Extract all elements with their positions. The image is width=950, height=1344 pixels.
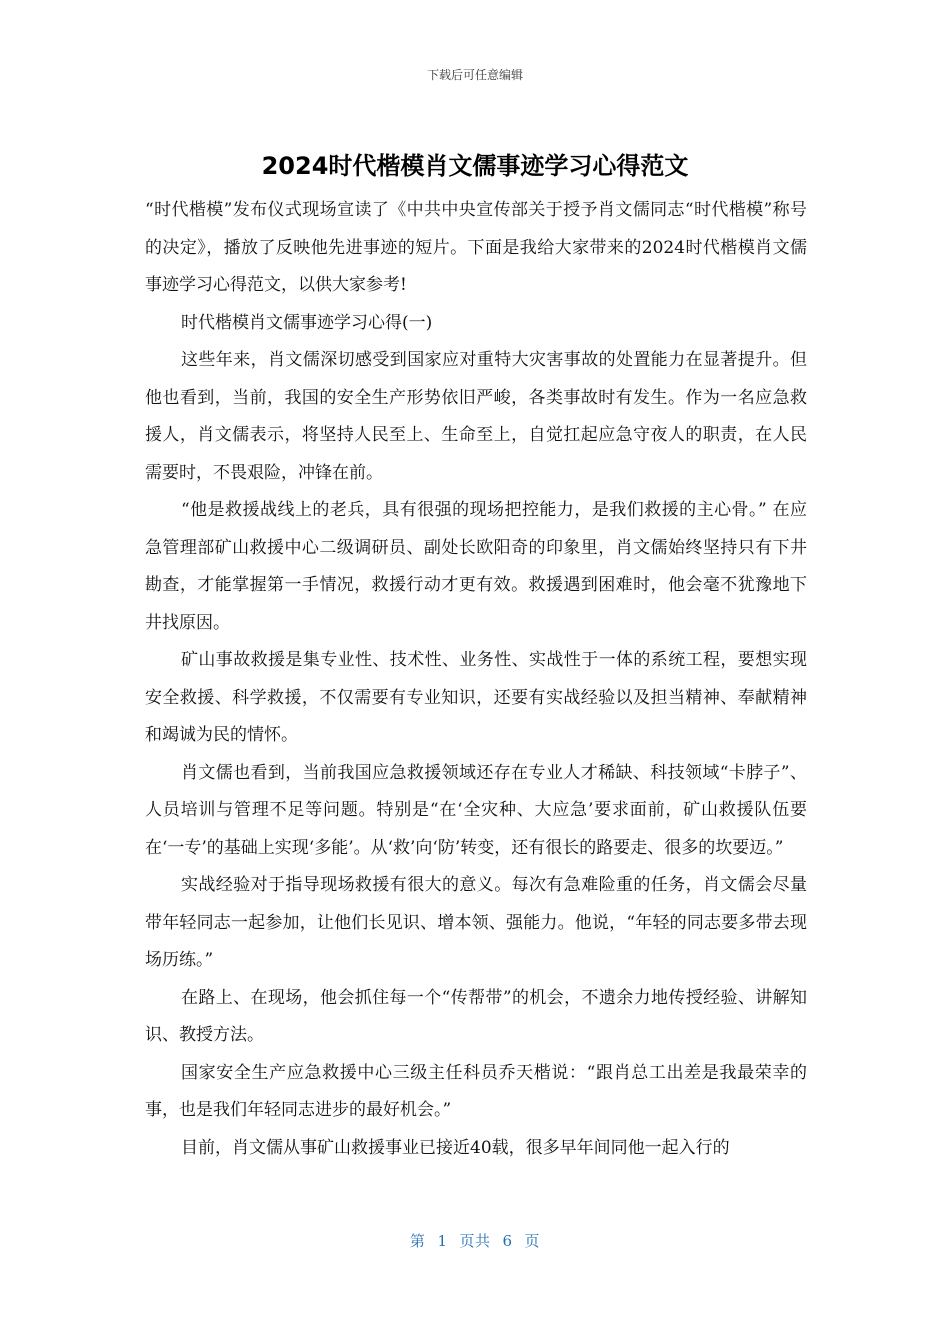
- body-paragraph: 肖文儒也看到，当前我国应急救援领域还存在专业人才稀缺、科技领域“卡脖子”、人员培训与管理不足等问题。特别是“在‘全灾种、大应急’要求面前，矿山救援队伍要在‘一专’的基础上实现‘多能’。从‘救’向‘防’转变，还有很长的路要走、很多的坎要迈。”: [145, 762, 807, 858]
- body-paragraph: 在路上、在现场，他会抓住每一个“传帮带”的机会，不遗余力地传授经验、讲解知识、教授方法。: [145, 987, 807, 1045]
- document-body: [145, 192, 807, 1167]
- body-paragraph: “他是救援战线上的老兵，具有很强的现场把控能力，是我们救援的主心骨。” 在应急管理部矿山救援中心二级调研员、副处长欧阳奇的印象里，肖文儒始终坚持只有下井勘查，才能掌握第一手情况，救援行动才更有效。救援遇到困难时，他会毫不犹豫地下井找原因。: [145, 500, 807, 633]
- current-page: 1: [437, 1232, 448, 1250]
- section-heading: 时代楷模肖文儒事迹学习心得(一): [181, 312, 433, 333]
- header-note: 下载后可任意编辑: [426, 68, 523, 82]
- body-paragraph: 实战经验对于指导现场救援有很大的意义。每次有急难险重的任务，肖文儒会尽量带年轻同志一起参加，让他们长见识、增本领、强能力。他说，“年轻的同志要多带去现场历练。”: [145, 875, 807, 970]
- page-middle: 页共: [459, 1232, 491, 1250]
- page-number: [0, 1230, 950, 1251]
- page-prefix: 第: [409, 1232, 426, 1250]
- total-pages: 6: [502, 1232, 513, 1250]
- body-paragraph: 矿山事故救援是集专业性、技术性、业务性、实战性于一体的系统工程，要想实现安全救援、科学救援，不仅需要有专业知识，还要有实战经验以及担当精神、奉献精神和竭诚为民的情怀。: [145, 650, 807, 745]
- body-paragraph: 这些年来，肖文儒深切感受到国家应对重特大灾害事故的处置能力在显著提升。但他也看到，当前，我国的安全生产形势依旧严峻，各类事故时有发生。作为一名应急救援人，肖文儒表示，将坚持人民至上、生命至上，自觉扛起应急守夜人的职责，在人民需要时，不畏艰险，冲锋在前。: [145, 350, 807, 483]
- intro-paragraph: “时代楷模”发布仪式现场宣读了《中共中央宣传部关于授予肖文儒同志“时代楷模”称号的决定》，播放了反映他先进事迹的短片。下面是我给大家带来的2024时代楷模肖文儒事迹学习心得范文，以供大家参考!: [145, 200, 807, 295]
- document-title: 2024时代楷模肖文儒事迹学习心得范文: [261, 152, 689, 180]
- body-paragraph: 国家安全生产应急救援中心三级主任科员乔天楷说：“跟肖总工出差是我最荣幸的事，也是我们年轻同志进步的最好机会。”: [145, 1062, 807, 1120]
- page-suffix: 页: [524, 1232, 541, 1250]
- body-paragraph: 目前，肖文儒从事矿山救援事业已接近40载，很多早年间同他一起入行的: [181, 1137, 730, 1158]
